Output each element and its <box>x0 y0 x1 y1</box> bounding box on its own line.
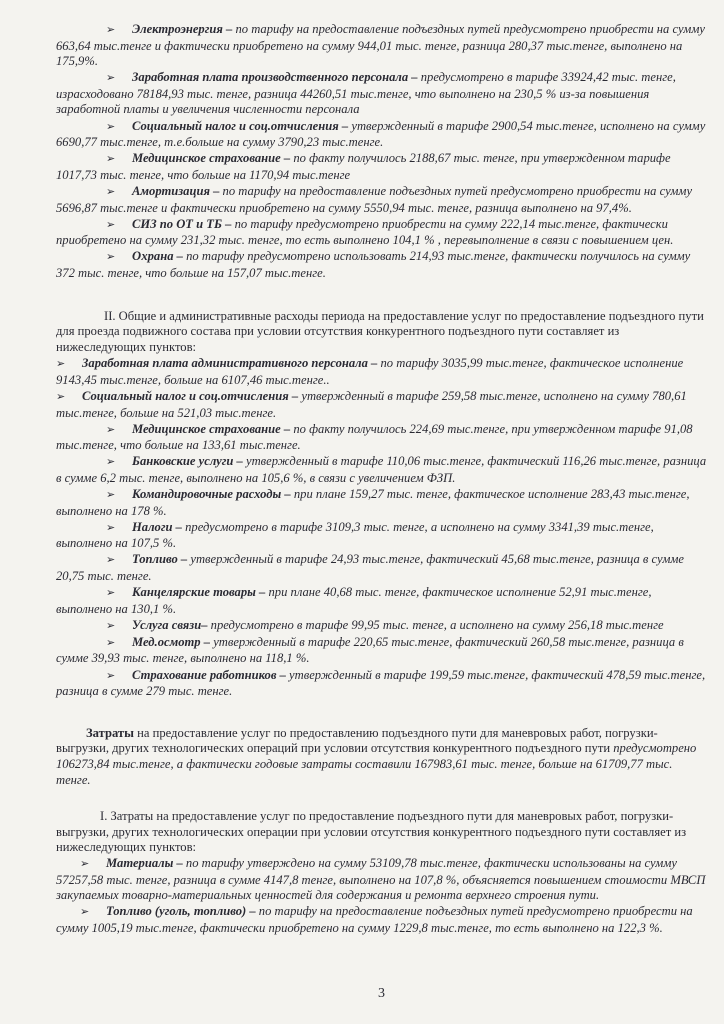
arrow-bullet-icon: ➢ <box>106 72 116 85</box>
list-item <box>56 70 710 118</box>
item-title: Электроэнергия – <box>132 22 233 36</box>
arrow-bullet-icon: ➢ <box>106 153 116 166</box>
section-2-heading: II. Общие и административные расходы периода на предоставление услуг по предоставление подъездного пути для проезда подвижного состава при условии отсутствия конкурентного подъездного пути составляет из нижеследующих пунктов: <box>56 308 704 354</box>
list-item <box>56 635 710 667</box>
list-section-b <box>56 356 710 699</box>
item-text: по тарифу на предоставление подъездных путей предусмотрено приобрести на сумму 663,64 тыс.тенге и фактически приобретено на сумму 944,01 тыс. тенге, разница 280,37 тыс.тенге, выполнено на 175,9%. <box>56 22 705 69</box>
item-title: Амортизация – <box>132 183 220 198</box>
arrow-bullet-icon: ➢ <box>106 251 116 264</box>
list-item <box>56 585 710 617</box>
list-item <box>56 520 710 552</box>
arrow-bullet-icon: ➢ <box>106 489 116 502</box>
list-item <box>56 552 710 584</box>
item-text: утвержденный в тарифе 110,06 тыс.тенге, фактический 116,26 тыс.тенге, разница в сумме 6,2 тыс. тенге, выполнено на 105,6 %, в связи с увеличением ФЗП. <box>56 454 707 485</box>
arrow-bullet-icon: ➢ <box>106 456 116 469</box>
arrow-bullet-icon: ➢ <box>106 521 116 534</box>
section-1-heading: I. Затраты на предоставление услуг по предоставление подъездного пути для маневровых работ, погрузки-выгрузки, других технологических операции при условии отсутствия конкурентного подъездного пути составляет из нижеследующих пунктов: <box>56 809 687 855</box>
arrow-bullet-icon: ➢ <box>106 185 116 198</box>
arrow-bullet-icon: ➢ <box>106 554 116 567</box>
item-text: по тарифу 3035,99 тыс.тенге, фактическое исполнение 9143,45 тыс.тенге, больше на 6107,46 тыс.тенге.. <box>56 356 684 387</box>
item-title: Заработная плата административного персонала – <box>82 356 378 371</box>
item-title: Канцелярские товары – <box>132 585 266 600</box>
item-text: при плане 40,68 тыс. тенге, фактическое исполнение 52,91 тыс.тенге, выполнено на 130,1 %. <box>56 585 652 616</box>
list-item <box>56 356 710 388</box>
arrow-bullet-icon: ➢ <box>106 24 116 36</box>
item-title: Топливо – <box>132 552 188 567</box>
arrow-bullet-icon: ➢ <box>106 636 116 649</box>
item-text: утвержденный в тарифе 220,65 тыс.тенге, фактический 260,58 тыс.тенге, разница в сумме 39,93 тыс. тенге, выполнено на 118,1 %. <box>56 634 684 666</box>
item-text: предусмотрено в тарифе 99,95 тыс. тенге, а исполнено на сумму 256,18 тыс.тенге <box>207 617 664 632</box>
page-number: 3 <box>378 986 385 1001</box>
costs-summary-paragraph <box>56 726 710 788</box>
item-text: по тарифу утверждено на сумму 53109,78 тыс.тенге, фактически использованы на сумму 57257,58 тыс. тенге, разница в сумме 4147,8 тенге, выполнено на 107,8 %, объясняется повышением стоимости МВСП закупаемых товарно-материальных ценностей для содержания и ремонта верхнего строения пути. <box>56 855 706 903</box>
item-text: предусмотрено в тарифе 33924,42 тыс. тенге, израсходовано 78184,93 тыс. тенге, разница 44260,51 тыс.тенге, что выполнено на 230,5 % из-за повышения заработной платы и увеличения численности персонала <box>56 70 676 117</box>
summary-text: на предоставление услуг по предоставлению подъездного пути для маневровых работ, погрузки-выгрузки, других технологических операций при условии отсутствия конкурентного подъездного пути <box>56 725 658 756</box>
item-text: по факту получилось 2188,67 тыс. тенге, при утвержденном тарифе 1017,73 тыс. тенге, что больше на 1170,94 тыс.тенге <box>56 151 671 182</box>
item-text: утвержденный в тарифе 259,58 тыс.тенге, исполнено на сумму 780,61 тыс.тенге, больше на 521,03 тыс.тенге. <box>56 388 687 420</box>
arrow-bullet-icon: ➢ <box>106 218 116 231</box>
list-item <box>56 217 710 249</box>
arrow-bullet-icon: ➢ <box>80 906 90 919</box>
list-section-a <box>56 22 710 282</box>
arrow-bullet-icon: ➢ <box>106 423 116 436</box>
arrow-bullet-icon: ➢ <box>106 587 116 600</box>
list-item <box>56 119 710 151</box>
item-text: по тарифу предусмотрено использовать 214,93 тыс.тенге, фактически получилось на сумму 372 тыс. тенге, что больше на 157,07 тыс.тенге. <box>56 249 691 280</box>
list-item <box>56 184 710 216</box>
list-item <box>56 151 710 183</box>
item-title: Социальный налог и соц.отчисления – <box>82 388 299 403</box>
list-item <box>56 618 710 635</box>
item-title: Топливо (уголь, топливо) – <box>106 904 256 919</box>
list-item <box>56 422 710 454</box>
item-text: утвержденный в тарифе 199,59 тыс.тенге, фактический 478,59 тыс.тенге, разница в сумме 279 тыс. тенге. <box>56 667 706 699</box>
item-text: по тарифу на предоставление подъездных путей предусмотрено приобрести на сумму 1005,19 тыс.тенге, фактически приобретено на сумму 1229,8 тыс.тенге, то есть выполнено на 122,3 %. <box>56 904 693 935</box>
summary-italic: предусмотрено 106273,84 тыс.тенге, а фактически годовые затраты составили 167983,61 тыс. тенге, больше на 61709,77 тыс. тенге. <box>56 741 697 787</box>
item-title: Мед.осмотр – <box>132 634 211 649</box>
item-title: Материалы – <box>106 855 183 870</box>
list-item <box>56 389 710 421</box>
item-title: Услуга связи– <box>132 617 208 632</box>
item-title: Охрана – <box>132 249 183 264</box>
arrow-bullet-icon: ➢ <box>106 619 116 632</box>
item-title: Заработная плата производственного персонала – <box>132 70 418 85</box>
list-item <box>56 22 710 70</box>
item-text: по факту получилось 224,69 тыс.тенге, при утвержденном тарифе 91,08 тыс.тенге, что больше на 133,61 тыс.тенге. <box>56 421 693 453</box>
summary-bold-lead: Затраты <box>86 725 134 740</box>
list-item <box>56 668 710 700</box>
item-text: утвержденный в тарифе 2900,54 тыс.тенге, исполнено на сумму 6690,77 тыс.тенге, т.е.больше на сумму 3790,23 тыс.тенге. <box>56 118 706 150</box>
item-text: утвержденный в тарифе 24,93 тыс.тенге, фактический 45,68 тыс.тенге, разница в сумме 20,75 тыс. тенге. <box>56 552 684 583</box>
list-item <box>56 249 710 281</box>
list-item <box>56 487 710 519</box>
arrow-bullet-icon: ➢ <box>106 669 116 682</box>
item-title: Банковские услуги – <box>132 454 243 469</box>
item-text: при плане 159,27 тыс. тенге, фактическое исполнение 283,43 тыс.тенге, выполнено на 178 %. <box>56 487 690 518</box>
arrow-bullet-icon: ➢ <box>80 857 90 870</box>
arrow-bullet-icon: ➢ <box>56 390 66 403</box>
list-item <box>56 454 710 486</box>
item-title: Налоги – <box>132 519 182 534</box>
arrow-bullet-icon: ➢ <box>106 120 116 133</box>
list-section-c <box>56 856 710 936</box>
item-title: Социальный налог и соц.отчисления – <box>132 118 349 133</box>
item-text: предусмотрено в тарифе 3109,3 тыс. тенге, а исполнено на сумму 3341,39 тыс.тенге, выполнено на 107,5 %. <box>56 519 654 551</box>
item-title: Медицинское страхование – <box>132 421 291 436</box>
item-text: по тарифу предусмотрено приобрести на сумму 222,14 тыс.тенге, фактически приобретено на сумму 231,32 тыс. тенге, то есть выполнено 104,1 % , перевыполнение в связи с повышением цен. <box>56 216 674 248</box>
item-title: Медицинское страхование – <box>132 151 291 166</box>
item-title: Страхование работников – <box>132 667 286 682</box>
arrow-bullet-icon: ➢ <box>56 358 66 371</box>
item-title: СИЗ по ОТ и ТБ – <box>132 216 232 231</box>
item-title: Командировочные расходы – <box>132 487 291 502</box>
list-item <box>56 904 710 936</box>
list-item <box>56 856 710 904</box>
item-text: по тарифу на предоставление подъездных путей предусмотрено приобрести на сумму 5696,87 тыс.тенге и фактически приобретено на сумму 5550,94 тыс. тенге, разница выполнено на 97,4%. <box>56 183 693 215</box>
